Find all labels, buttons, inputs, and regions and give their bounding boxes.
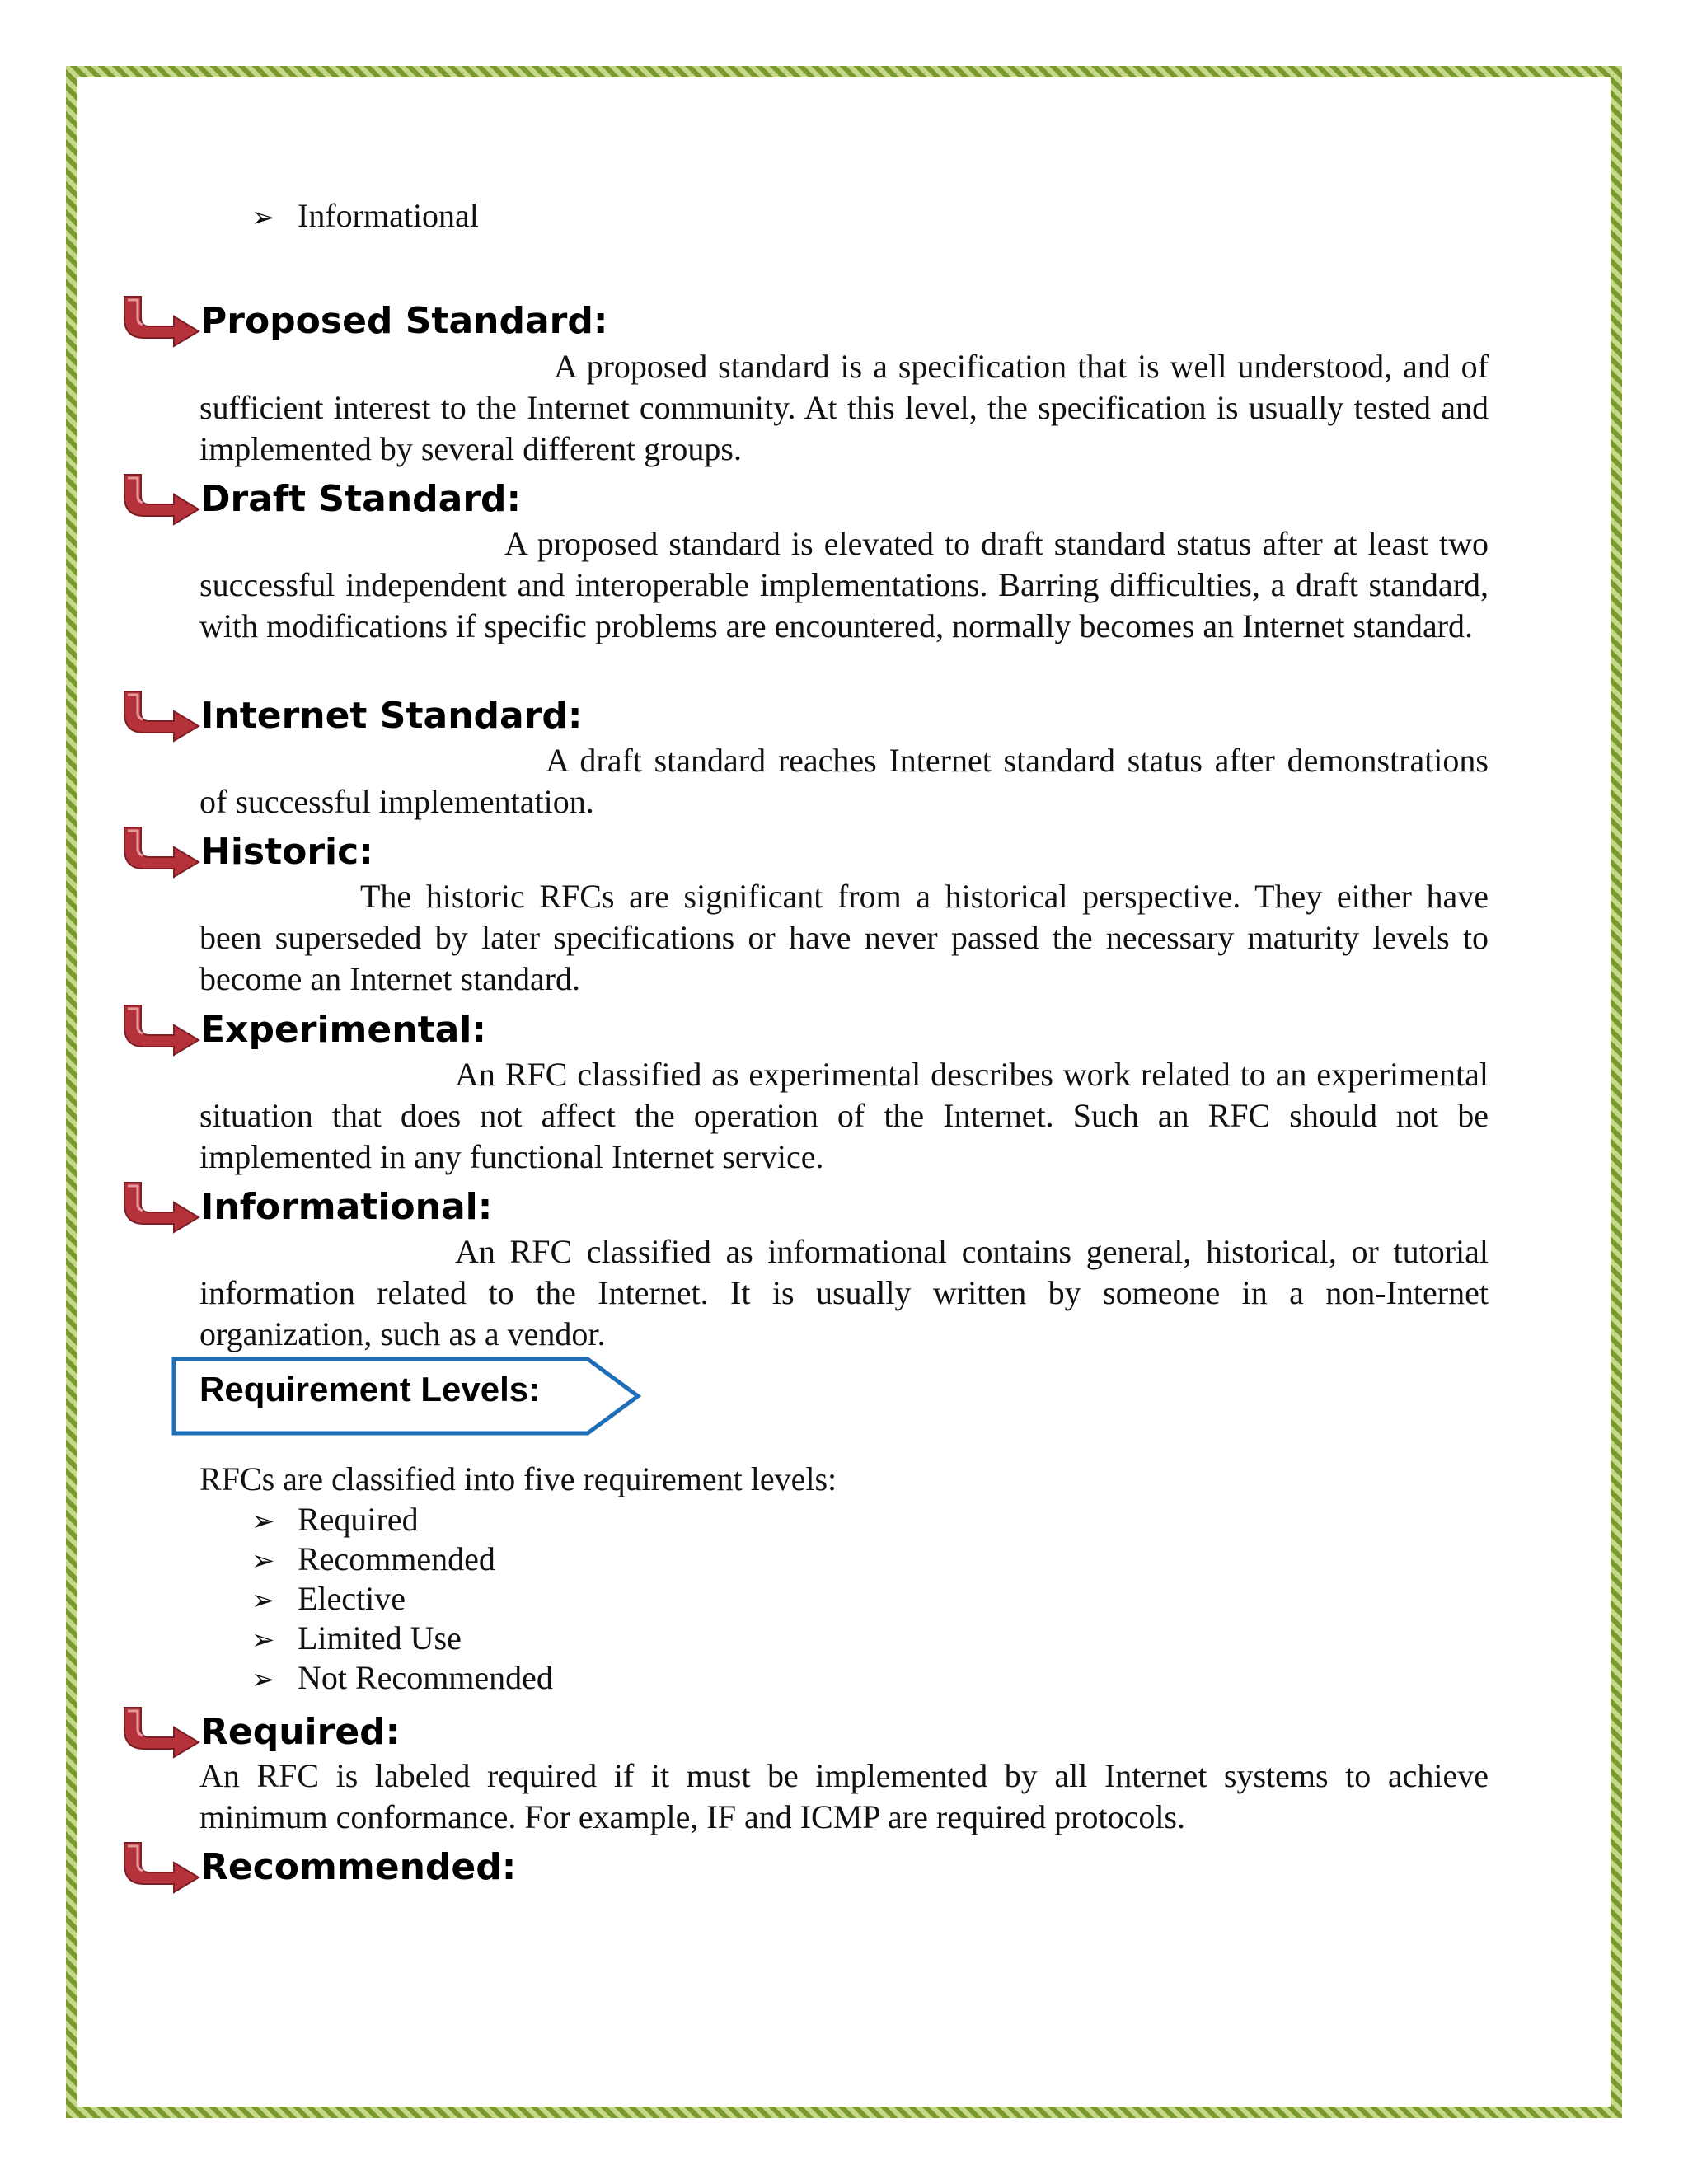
curved-arrow-icon <box>120 824 202 879</box>
section-heading-experimental: Experimental: <box>120 1002 486 1057</box>
curved-arrow-icon <box>120 1704 202 1759</box>
paragraph: The historic RFCs are significant from a historical perspective. They either have been superseded by later specifications or have never passed the necessary maturity levels to become an Internet standard. <box>199 878 1489 997</box>
list-item: ➢ Informational <box>251 196 479 237</box>
list-item: ➢ Not Recommended <box>251 1658 553 1699</box>
section-heading-required: Required: <box>120 1704 400 1759</box>
paragraph: An RFC is labeled required if it must be implemented by all Internet systems to achieve minimum conformance. For example, IF and ICMP are required protocols. <box>199 1757 1489 1835</box>
section-heading-informational: Informational: <box>120 1179 492 1234</box>
paragraph: A proposed standard is a specification that is well understood, and of sufficient interest to the Internet community. At this level, the specification is usually tested and implemented by several different groups. <box>199 348 1489 467</box>
curved-arrow-icon <box>120 1179 202 1234</box>
requirement-levels-intro: RFCs are classified into five requirement levels: <box>199 1460 837 1497</box>
list-item: ➢ Recommended <box>251 1540 495 1581</box>
paragraph: A draft standard reaches Internet standard status after demonstrations of successful implementation. <box>199 742 1489 820</box>
list-item: ➢ Required <box>251 1500 419 1541</box>
paragraph: An RFC classified as informational contains general, historical, or tutorial information related to the Internet. It is usually written by someone in a non-Internet organization, such as a vendor. <box>199 1233 1489 1352</box>
section-heading-recommended: Recommended: <box>120 1840 516 1894</box>
curved-arrow-icon <box>120 293 202 348</box>
section-heading-historic: Historic: <box>120 824 373 879</box>
list-item: ➢ Elective <box>251 1579 406 1620</box>
curved-arrow-icon <box>120 688 202 743</box>
curved-arrow-icon <box>120 1002 202 1057</box>
arrowhead-bullet-icon: ➢ <box>251 201 275 234</box>
arrowhead-bullet-icon: ➢ <box>251 1544 275 1577</box>
arrowhead-bullet-icon: ➢ <box>251 1624 275 1657</box>
paragraph: An RFC classified as experimental describes work related to an experimental situation that does not affect the operation of the Internet. Such an RFC should not be implemented in any functional Internet service. <box>199 1056 1489 1175</box>
requirement-levels-title: Requirement Levels: <box>199 1370 541 1408</box>
curved-arrow-icon <box>120 471 202 526</box>
section-heading-draft: Draft Standard: <box>120 471 521 526</box>
section-heading-internet-standard: Internet Standard: <box>120 688 583 743</box>
curved-arrow-icon <box>120 1840 202 1894</box>
section-heading-proposed: Proposed Standard: <box>120 293 607 348</box>
list-item: ➢ Limited Use <box>251 1619 462 1660</box>
arrowhead-bullet-icon: ➢ <box>251 1505 275 1538</box>
paragraph: A proposed standard is elevated to draft standard status after at least two successful independent and interoperable implementations. Barring difficulties, a draft standard, with modifications if specific problems are encountered, normally becomes an Internet standard. <box>199 525 1489 644</box>
arrowhead-bullet-icon: ➢ <box>251 1663 275 1696</box>
arrowhead-bullet-icon: ➢ <box>251 1584 275 1617</box>
